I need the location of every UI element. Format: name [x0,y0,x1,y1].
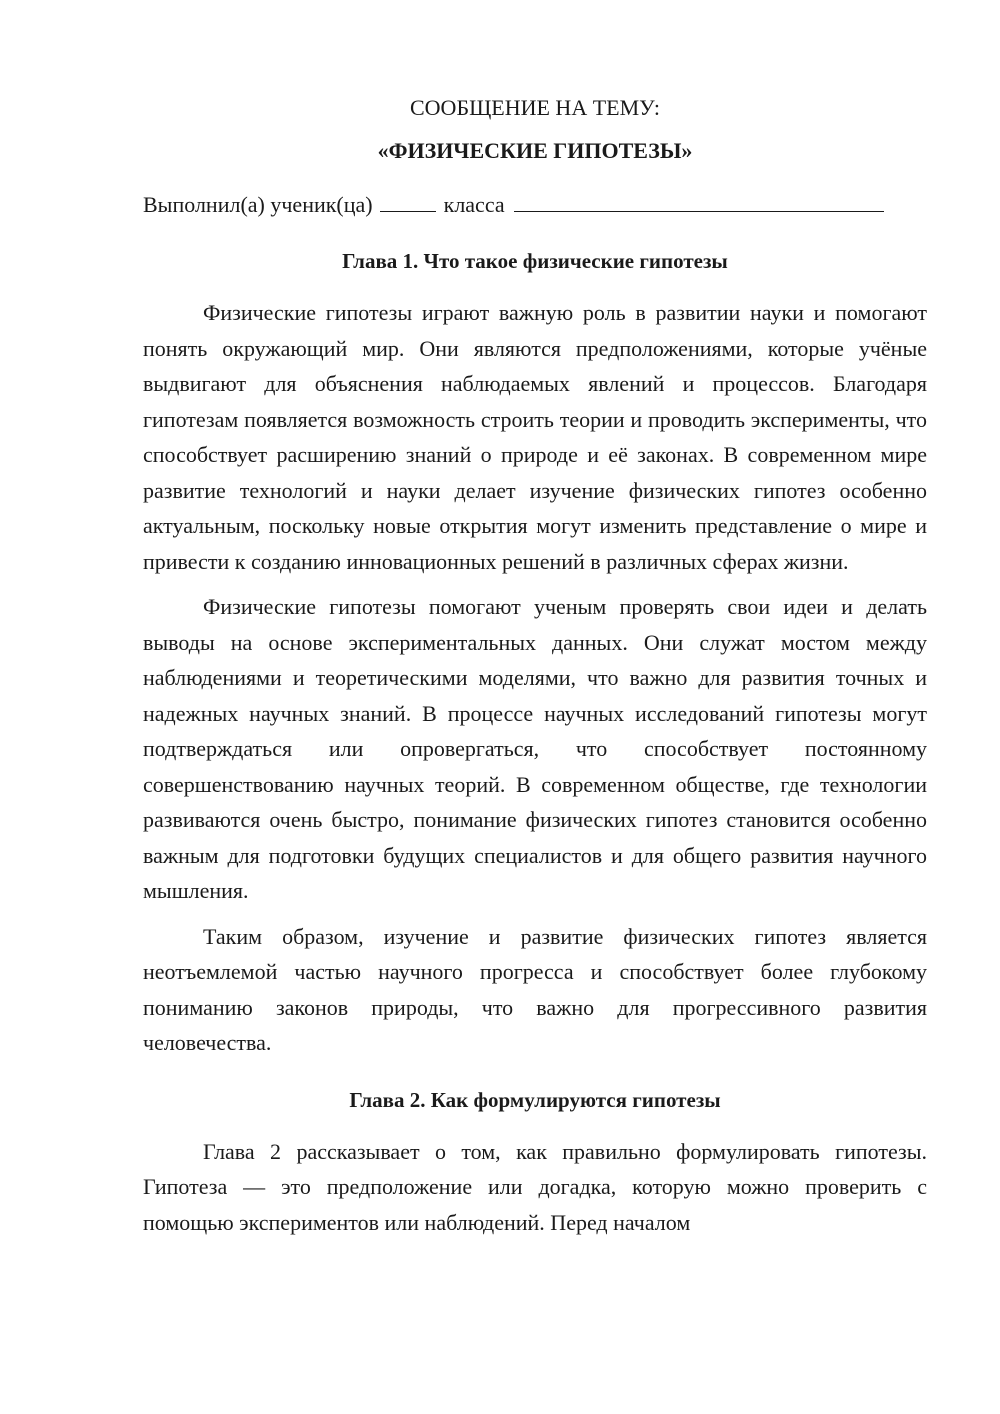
class-number-blank [380,191,436,212]
paragraph: Физические гипотезы помогают ученым проверять свои идеи и делать выводы на основе экспериментальных данных. Они служат мостом между наблюдениями и теоретическими моделями, что важно для развития точных и надежных научных знаний. В процессе научных исследований гипотезы могут подтверждаться или опровергаться, что способствует постоянному совершенствованию научных теорий. В современном обществе, где технологии развиваются очень быстро, понимание физических гипотез становится особенно важным для подготовки будущих специалистов и для общего развития научного мышления. [143,594,927,903]
chapter-1-heading: Глава 1. Что такое физические гипотезы [342,249,728,273]
document-page [143,90,927,1240]
paragraph: Глава 2 рассказывает о том, как правильно формулировать гипотезы. Гипотеза — это предположение или догадка, которую можно проверить с помощью экспериментов или наблюдений. Перед началом [143,1138,927,1235]
chapter-2-body [143,1134,927,1241]
document-topic-title: «ФИЗИЧЕСКИЕ ГИПОТЕЗЫ» [377,138,693,163]
author-line [143,187,927,222]
student-name-blank [514,191,884,212]
author-class-label: класса [443,192,505,217]
chapter-2-heading: Глава 2. Как формулируются гипотезы [349,1087,721,1112]
author-prefix: Выполнил(а) ученик(ца) [143,192,373,217]
document-header: СООБЩЕНИЕ НА ТЕМУ: [410,95,660,120]
paragraph: Физические гипотезы играют важную роль в развитии науки и помогают понять окружающий мир. Они являются предположениями, которые учёные выдвигают для объяснения наблюдаемых явлений и процессов. Благодаря гипотезам появляется возможность строить теории и проводить эксперименты, что способствует расширению знаний о природе и её законах. В современном мире развитие технологий и науки делает изучение физических гипотез особенно актуальным, поскольку новые открытия могут изменить представление о мире и привести к созданию инновационных решений в различных сферах жизни. [143,300,927,574]
paragraph: Таким образом, изучение и развитие физических гипотез является неотъемлемой частью научного прогресса и способствует более глубокому пониманию законов природы, что важно для прогрессивного развития человечества. [143,923,927,1055]
chapter-1-body [143,295,927,1061]
